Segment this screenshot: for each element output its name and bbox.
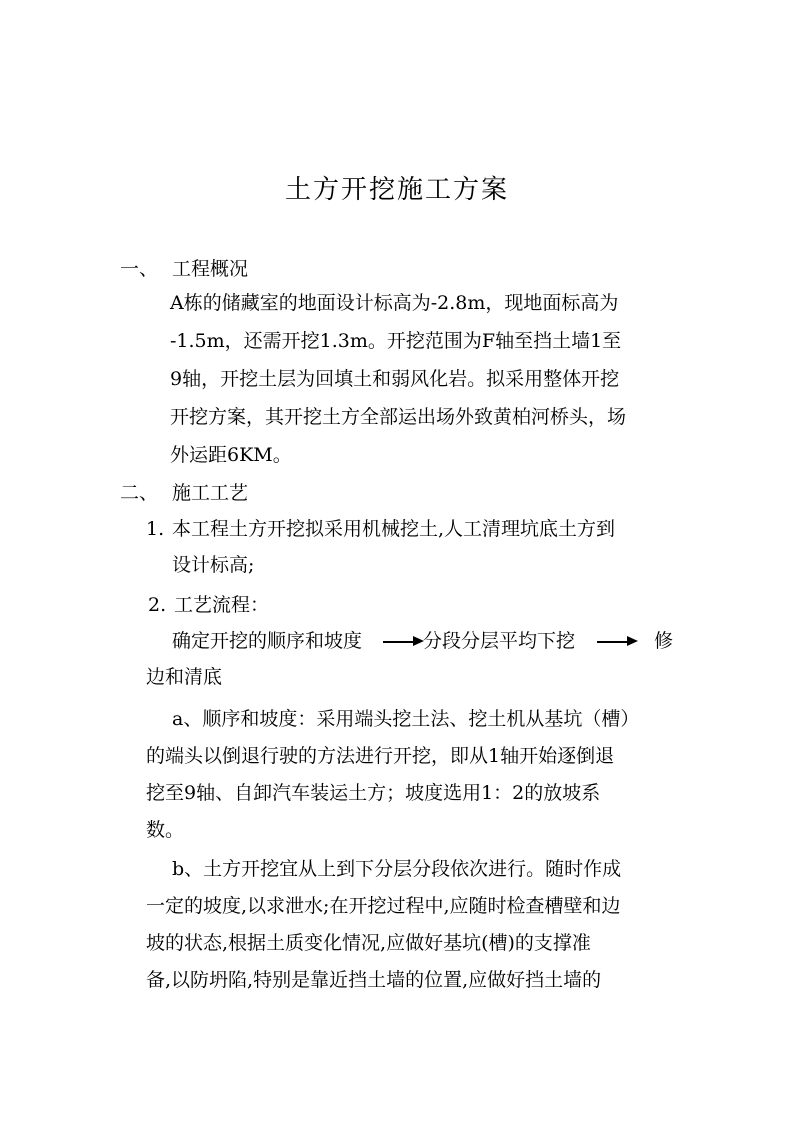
- item1-number: 1.: [146, 518, 165, 540]
- flow-step2: 分段分层平均下挖: [423, 630, 576, 652]
- section1-line: -1.5m，还需开挖1.3m。开挖范围为F轴至挡土墙1至: [170, 330, 622, 352]
- document-title: 土方开挖施工方案: [284, 175, 509, 205]
- para-b-line: b、土方开挖宜从上到下分层分段依次进行。随时作成: [172, 858, 622, 880]
- arrow-right-icon: [383, 626, 423, 656]
- para-a-line: 数。: [146, 819, 185, 841]
- section2-heading: 施工工艺: [172, 482, 249, 504]
- para-a-line: 挖至9轴、自卸汽车装运土方；坡度选用1：2的放坡系: [146, 782, 601, 804]
- item1-line: 本工程土方开挖拟采用机械挖土,人工清理坑底土方到: [172, 518, 616, 540]
- arrow-right-icon: [597, 626, 639, 656]
- section1-line: 9轴，开挖土层为回填土和弱风化岩。拟采用整体开挖: [170, 368, 620, 390]
- flow-step1: 确定开挖的顺序和坡度: [172, 630, 363, 652]
- para-b-line: 备,以防坍陷,特别是靠近挡土墙的位置,应做好挡土墙的: [146, 969, 602, 991]
- section1-heading: 工程概况: [172, 258, 249, 280]
- flow-step3-part1: 修: [654, 630, 674, 652]
- section2-number: 二、: [120, 482, 159, 504]
- item2-number: 2.: [148, 594, 167, 616]
- para-b-line: 一定的坡度,以求泄水;在开挖过程中,应随时检查槽壁和边: [146, 895, 621, 917]
- section1-line: A栋的储藏室的地面设计标高为-2.8m，现地面标高为: [170, 292, 619, 314]
- para-b-line: 坡的状态,根据土质变化情况,应做好基坑(槽)的支撑准: [146, 932, 591, 954]
- section1-number: 一、: [120, 258, 159, 280]
- para-a-line: a、顺序和坡度：采用端头挖土法、挖土机从基坑（槽）: [172, 708, 640, 730]
- section1-line: 外运距6KM。: [170, 444, 292, 466]
- section1-line: 开挖方案，其开挖土方全部运出场外致黄柏河桥头，场: [170, 406, 627, 428]
- item2-text: 工艺流程：: [174, 594, 270, 616]
- item1-line: 设计标高;: [172, 554, 255, 576]
- para-a-line: 的端头以倒退行驶的方法进行开挖，即从1轴开始逐倒退: [146, 745, 615, 767]
- flow-step3-part2: 边和清底: [146, 666, 223, 688]
